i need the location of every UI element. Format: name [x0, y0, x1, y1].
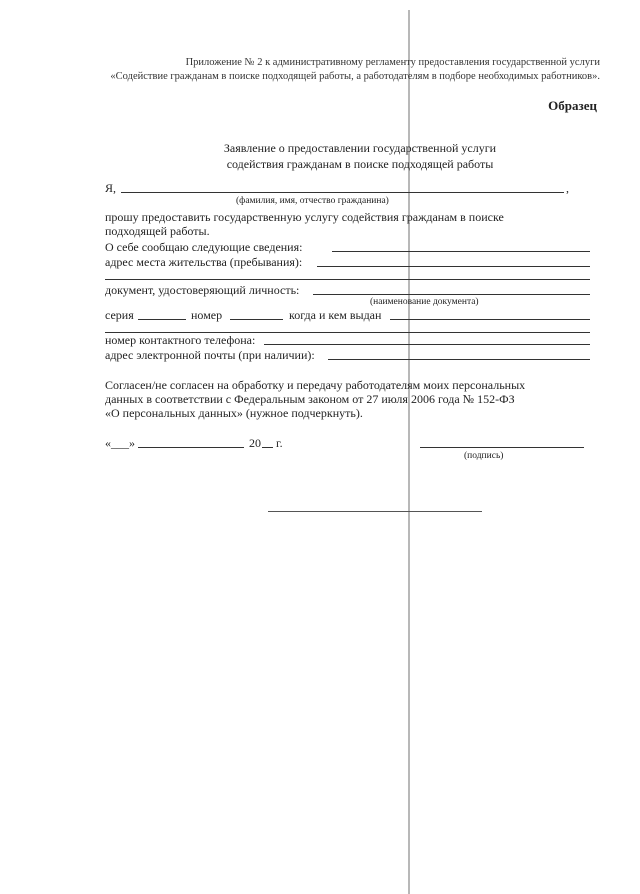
comma: ,	[566, 181, 569, 195]
series-field[interactable]	[138, 319, 186, 320]
signature-field[interactable]	[420, 447, 584, 448]
bottom-signature-line	[268, 511, 482, 512]
consent-line-2: данных в соответствии с Федеральным законом от 27 июля 2006 года № 152-ФЗ	[105, 392, 515, 406]
about-field[interactable]	[332, 251, 590, 252]
address-label: адрес места жительства (пребывания):	[105, 255, 303, 269]
number-field[interactable]	[230, 319, 283, 320]
id-document-field[interactable]	[313, 294, 590, 295]
request-line-1: прошу предоставить государственную услугу содействия гражданам в поиске	[105, 210, 504, 224]
email-field[interactable]	[328, 359, 590, 360]
consent-paragraph	[105, 378, 598, 420]
title-line-2: содействия гражданам в поиске подходящей работы	[226, 157, 494, 171]
issued-label: когда и кем выдан	[289, 308, 382, 322]
date-day-field[interactable]: «___»	[105, 436, 135, 450]
id-document-caption: (наименование документа)	[370, 297, 479, 307]
date-month-field[interactable]	[138, 447, 244, 448]
annex-line-1: Приложение № 2 к административному регламенту предоставления государственной услуги	[185, 57, 600, 68]
applicant-name-caption: (фамилия, имя, отчество гражданина)	[236, 196, 389, 206]
applicant-prefix: Я,	[105, 181, 117, 195]
series-label: серия	[105, 308, 134, 322]
year-field[interactable]	[262, 447, 273, 448]
year-suffix: г.	[276, 436, 283, 450]
issued-field[interactable]	[390, 319, 590, 320]
about-label: О себе сообщаю следующие сведения:	[105, 240, 303, 254]
document-title	[150, 140, 570, 172]
address-field[interactable]	[317, 266, 590, 267]
consent-line-1: Согласен/не согласен на обработку и передачу работодателям моих персональных	[105, 378, 526, 392]
phone-field[interactable]	[264, 344, 590, 345]
sample-label: Образец	[548, 98, 597, 113]
number-label: номер	[191, 308, 223, 322]
annex-line-2: «Содействие гражданам в поиске подходящей работы, а работодателям в подборе необходимых работников».	[110, 71, 600, 82]
id-document-label: документ, удостоверяющий личность:	[105, 283, 300, 297]
signature-caption: (подпись)	[464, 451, 504, 461]
consent-line-3: «О персональных данных» (нужное подчеркнуть).	[105, 406, 363, 420]
applicant-name-field[interactable]	[121, 192, 564, 193]
email-label: адрес электронной почты (при наличии):	[105, 348, 315, 362]
annex-header	[80, 56, 600, 84]
title-line-1: Заявление о предоставлении государственной услуги	[223, 141, 497, 155]
request-line-2: подходящей работы.	[105, 224, 210, 238]
year-prefix: 20	[249, 436, 261, 450]
phone-label: номер контактного телефона:	[105, 333, 256, 347]
address-field-continued[interactable]	[105, 279, 590, 280]
